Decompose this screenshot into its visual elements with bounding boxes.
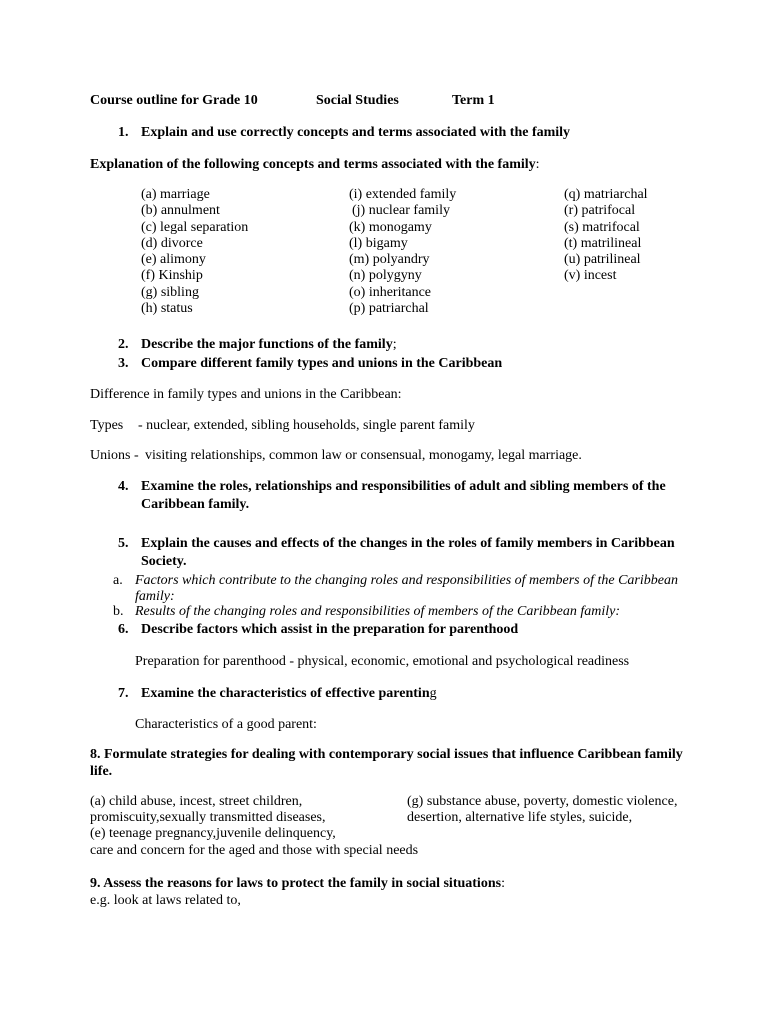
- difference-heading: Difference in family types and unions in the Caribbean:: [90, 387, 402, 402]
- term-item: (b) annulment: [141, 203, 220, 219]
- issues-left-line-1: (a) child abuse, incest, street children,: [90, 794, 303, 809]
- item-5-line-2: Society.: [141, 554, 187, 569]
- laws-text: e.g. look at laws related to,: [90, 893, 241, 908]
- term-item: (s) matrifocal: [564, 219, 640, 235]
- term-item: (f) Kinship: [141, 268, 203, 284]
- term-item: (h) status: [141, 301, 193, 317]
- item-9-text-bold: 9. Assess the reasons for laws to protect the family in social situations: [90, 876, 502, 891]
- term-item: (t) matrilineal: [564, 235, 642, 251]
- types-label: Types: [90, 418, 124, 433]
- item-5b-colon: :: [615, 604, 621, 619]
- item-2-semicolon: ;: [392, 337, 397, 352]
- item-2-text-bold: Describe the major functions of the family: [141, 337, 393, 352]
- unions-text: visiting relationships, common law or consensual, monogamy, legal marriage.: [145, 448, 582, 463]
- terms-column-1: [141, 187, 248, 317]
- term-item: (i) extended family: [349, 187, 457, 202]
- term-item: (u) patrilineal: [564, 252, 641, 268]
- item-7-number: 7.: [118, 686, 129, 701]
- item-7-text-tail: g: [429, 686, 437, 701]
- item-9-text: [90, 876, 505, 892]
- item-4-number: 4.: [118, 479, 129, 494]
- course-title: Course outline for Grade 10: [90, 93, 258, 108]
- item-9-colon: :: [501, 876, 505, 891]
- item-5b-text-main: Results of the changing roles and responsibilities of members of the Caribbean family: [135, 604, 616, 619]
- types-text: - nuclear, extended, sibling households, single parent family: [138, 418, 475, 433]
- term-item: (q) matriarchal: [564, 187, 648, 202]
- item-5b-text: [135, 604, 620, 620]
- item-5a-line-2-text: family: [135, 589, 170, 604]
- item-5a-letter: a.: [113, 573, 123, 588]
- item-5a-line-2: [135, 589, 175, 605]
- term-item: (a) marriage: [141, 187, 210, 202]
- item-6-number: 6.: [118, 622, 129, 637]
- term-item: (n) polygyny: [349, 268, 422, 284]
- term-title: Term 1: [452, 93, 495, 108]
- term-item: (j) nuclear family: [352, 203, 450, 219]
- item-7-text: [141, 686, 437, 702]
- explanation-heading-bold: Explanation of the following concepts and terms associated with the family: [90, 157, 536, 172]
- term-item: (r) patrifocal: [564, 203, 636, 219]
- term-item: (p) patriarchal: [349, 301, 429, 317]
- term-item: (g) sibling: [141, 284, 199, 300]
- item-5a-colon: :: [170, 589, 175, 604]
- term-item: (c) legal separation: [141, 219, 249, 235]
- item-7-text-bold: Examine the characteristics of effective parentin: [141, 686, 430, 701]
- issues-left-line-3: (e) teenage pregnancy,juvenile delinquency,: [90, 826, 336, 841]
- term-item: (k) monogamy: [349, 219, 432, 235]
- item-5-line-1: Explain the causes and effects of the changes in the roles of family members in Caribbean: [141, 536, 675, 551]
- term-item: (m) polyandry: [349, 252, 430, 268]
- term-item: (d) divorce: [141, 235, 203, 251]
- explanation-heading-colon: :: [535, 157, 540, 172]
- issues-right-line-2: desertion, alternative life styles, suicide,: [407, 810, 633, 825]
- term-item: (l) bigamy: [349, 235, 408, 251]
- term-item: (v) incest: [564, 268, 617, 284]
- preparation-text: Preparation for parenthood - physical, economic, emotional and psychological readiness: [135, 654, 630, 669]
- item-2-text: [141, 337, 397, 353]
- item-8-line-2: life.: [90, 764, 113, 779]
- terms-column-3: [564, 187, 648, 285]
- explanation-heading: [90, 157, 540, 173]
- item-1-text: Explain and use correctly concepts and terms associated with the family: [141, 125, 571, 140]
- term-item: (o) inheritance: [349, 284, 432, 300]
- item-8-line-1: 8. Formulate strategies for dealing with contemporary social issues that influence Caribbean family: [90, 747, 683, 762]
- item-4-line-1: Examine the roles, relationships and responsibilities of adult and sibling members of the: [141, 479, 666, 494]
- item-3-number: 3.: [118, 356, 129, 371]
- item-5-number: 5.: [118, 536, 129, 551]
- characteristics-text: Characteristics of a good parent:: [135, 717, 317, 732]
- issues-left-line-4: care and concern for the aged and those with special needs: [90, 843, 419, 858]
- item-2-number: 2.: [118, 337, 129, 352]
- unions-label: Unions -: [90, 448, 139, 463]
- item-5b-letter: b.: [113, 604, 124, 619]
- issues-right-line-1: (g) substance abuse, poverty, domestic violence,: [407, 794, 678, 809]
- item-6-text: Describe factors which assist in the preparation for parenthood: [141, 622, 519, 637]
- item-4-line-2: Caribbean family.: [141, 497, 250, 512]
- issues-left-line-2: promiscuity,sexually transmitted diseases,: [90, 810, 326, 825]
- item-5a-line-1: Factors which contribute to the changing roles and responsibilities of members of the Caribbean: [135, 573, 678, 588]
- term-item: (e) alimony: [141, 252, 206, 268]
- terms-column-2: [349, 187, 456, 317]
- item-1-number: 1.: [118, 125, 129, 140]
- item-3-text: Compare different family types and unions in the Caribbean: [141, 356, 503, 371]
- subject-title: Social Studies: [316, 93, 399, 108]
